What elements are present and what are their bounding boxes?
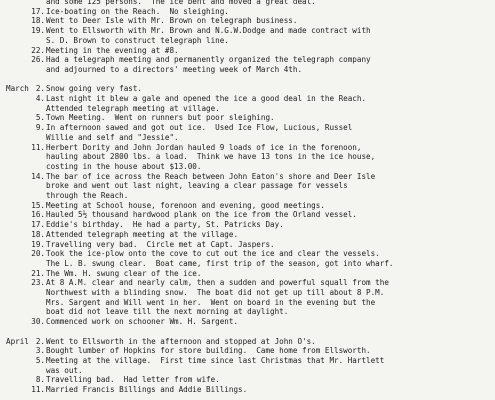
entry-text: Last night it blew a gale and opened the ice a good deal in the Reach. — [46, 94, 367, 103]
entry-continuation: boat did not leave till the next morning at daylight. — [46, 307, 289, 317]
entry-continuation: and adjourned to a directors' meeting week of March 4th. — [46, 64, 303, 74]
entry-text: Travelling bad. Had letter from wife. — [46, 375, 220, 385]
entry-continuation: Northwest with a blinding snow. The boat did not get up till about 8 P.M. — [46, 288, 385, 297]
entry-continuation: Willie and self and "Jessie". — [46, 132, 179, 142]
entry-text: Travelling very bad. Circle met at Capt. Jaspers. — [46, 239, 275, 249]
entry-text: Went to Ellsworth with Mr. Brown and N.G.W.Dodge and made contract with — [46, 26, 371, 36]
entry-continuation: through the Reach. — [46, 191, 129, 200]
month-label: April — [6, 336, 29, 346]
entry-day: 17. — [31, 6, 45, 16]
entry-text: Hauled 5½ thousand hardwood plank on the ice from the Orland vessel. — [46, 210, 357, 220]
entry-day: 5. — [35, 355, 45, 365]
entry-continuation: hauling about 2800 lbs. a load. Think we have 13 tons in the ice house, — [46, 152, 376, 162]
entry-text: Had a telegraph meeting and permanently organized the telegraph company — [46, 55, 371, 65]
entry-day: 23. — [31, 278, 45, 288]
entry-text: Meeting at School house, forenoon and evening, good meetings. — [46, 200, 325, 210]
entry-text: Went to Deer Isle with Mr. Brown on telegraph business. — [46, 16, 298, 26]
entry-text: The bar of ice across the Reach between John Eaton's shore and Deer Isle — [46, 171, 376, 181]
entry-continuation: was out. — [46, 365, 83, 375]
entry-continuation: Attended telegraph meeting at village. — [46, 103, 220, 113]
entry-day: 20. — [31, 249, 45, 259]
entry-text: Went to Ellsworth in the afternoon and stopped at John O's. — [46, 336, 316, 346]
entry-day: 15. — [31, 200, 45, 210]
entry-text: Commenced work on schooner Wm. H. Sargent. — [46, 317, 239, 327]
entry-day: 22. — [31, 45, 45, 55]
entry-day: 9. — [35, 123, 45, 133]
entry-text: Married Francis Billings and Addie Billings. — [46, 385, 248, 394]
entry-text: Herbert Dority and John Jordan hauled 9 loads of ice in the forenoon, — [46, 142, 362, 152]
entry-text: Meeting at the village. First time since last Christmas that Mr. Hartlett — [46, 355, 385, 365]
entry-text: The Wm. H. swung clear of the ice. — [46, 268, 202, 278]
entry-day: 11. — [31, 385, 45, 394]
entry-day: 19. — [31, 239, 45, 249]
entry-text: Eddie's birthday. He had a party, St. Patricks Day. — [46, 220, 284, 230]
entry-text: Took the ice-plow onto the cove to cut out the ice and clear the vessels. — [46, 249, 380, 259]
entry-continuation: broke and went out last night, leaving a clear passage for vessels — [46, 181, 348, 191]
entry-continuation: The L. B. swung clear. Boat came, first trip of the season, got into wharf. — [46, 258, 394, 268]
entry-day: 18. — [31, 16, 45, 26]
entry-text: In afternoon sawed and got out ice. Used Ice Flow, Lucious, Russel — [46, 123, 353, 133]
entry-text: Bought lumber of Hopkins for store building. Came home from Ellsworth. — [46, 346, 371, 356]
entry-day: 2. — [35, 336, 45, 346]
entry-day: 4. — [35, 94, 45, 103]
entry-day: 17. — [31, 220, 45, 230]
entry-continuation: S. D. Brown to construct telegraph line. — [46, 35, 229, 45]
entry-day: 3. — [35, 346, 45, 356]
entry-text: Ice-boating on the Reach. No sleighing. — [46, 6, 229, 16]
entry-text: Snow going very fast. — [46, 84, 143, 94]
entry-day: 14. — [31, 171, 45, 181]
entry-day: 11. — [31, 142, 45, 152]
entry-text: Town Meeting. Went on runners but poor sleighing. — [46, 113, 275, 123]
entry-text: At 8 A.M. clear and nearly calm, then a sudden and powerful squall from the — [46, 278, 389, 288]
entry-day: 2. — [35, 84, 45, 94]
entry-text: Attended telegraph meeting at the village. — [46, 229, 239, 239]
entry-day: 5. — [35, 113, 45, 123]
entry-day: 16. — [31, 210, 45, 220]
entry-day: 26. — [31, 55, 45, 65]
entry-continuation: costing in the house about $13.00. — [46, 161, 202, 171]
month-label: March — [6, 84, 29, 94]
entry-day: 8. — [35, 375, 45, 385]
entry-day: 30. — [31, 317, 45, 327]
entry-day: 19. — [31, 26, 45, 36]
entry-continuation: Mrs. Sargent and Will went in her. Went on board in the evening but the — [46, 297, 376, 307]
entry-day: 21. — [31, 268, 45, 278]
entry-day: 18. — [31, 229, 45, 239]
entry-continuation: and some 125 persons. The ice bent and moved a great deal. — [46, 0, 316, 6]
entry-text: Meeting in the evening at #8. — [46, 45, 179, 55]
